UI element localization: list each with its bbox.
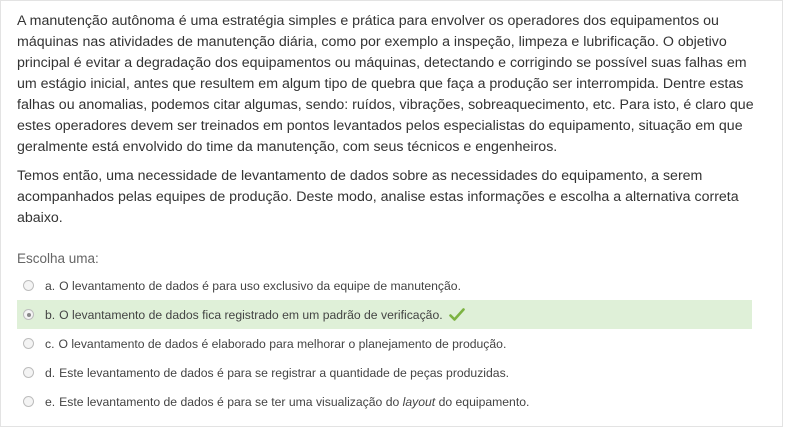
answer-text-e-italic: layout [402, 394, 436, 409]
answer-list [17, 271, 752, 416]
answer-letter-b: b. [45, 307, 56, 322]
answer-radio-b[interactable] [23, 309, 34, 320]
answer-letter-e: e. [45, 394, 56, 409]
answer-text-e-after: do equipamento. [435, 394, 530, 409]
answer-radio-c[interactable] [23, 338, 34, 349]
answer-option-a[interactable] [17, 271, 752, 300]
answer-letter-c: c. [45, 336, 55, 351]
answer-radio-e[interactable] [23, 396, 34, 407]
answer-option-c[interactable] [17, 329, 752, 358]
answer-option-d[interactable] [17, 358, 752, 387]
answer-letter-a: a. [45, 278, 56, 293]
answer-option-e[interactable] [17, 387, 752, 416]
answer-letter-d: d. [45, 365, 56, 380]
answer-text-a: O levantamento de dados é para uso exclusivo da equipe de manutenção. [59, 278, 461, 293]
answer-text-d: Este levantamento de dados é para se registrar a quantidade de peças produzidas. [59, 365, 510, 380]
answer-text-b: O levantamento de dados fica registrado em um padrão de verificação. [59, 307, 443, 322]
question-paragraph-1: A manutenção autônoma é uma estratégia simples e prática para envolver os operadores dos equipamentos ou máquinas nas atividades de manutenção diária, como por exemplo a inspeção, limpeza e lubrificação. O objetivo principal é evitar a degradação dos equipamentos ou máquinas, detectando e corrigindo se possível suas falhas em um estágio inicial, antes que resultem em algum tipo de quebra que faça a produção ser interrompida. Dentre estas falhas ou anomalias, podemos citar algumas, sendo: ruídos, vibrações, sobreaquecimento, etc. Para isto, é claro que estes operadores devem ser treinados em pontos levantados pelos especialistas do equipamento, situação em que geralmente está envolvido do time da manutenção, com seus técnicos e engenheiros. [17, 13, 754, 155]
answer-radio-a[interactable] [23, 280, 34, 291]
answer-radio-d[interactable] [23, 367, 34, 378]
answer-text-e-before: Este levantamento de dados é para se ter uma visualização do [59, 394, 403, 409]
question-text [17, 11, 757, 237]
answer-text-c: O levantamento de dados é elaborado para melhorar o planejamento de produção. [58, 336, 507, 351]
answer-text-e [59, 395, 529, 409]
check-icon [449, 308, 465, 322]
answer-option-b[interactable] [17, 300, 752, 329]
question-paragraph-2: Temos então, uma necessidade de levantamento de dados sobre as necessidades do equipamento, a serem acompanhados pelas equipes de produção. Deste modo, analise estas informações e escolha a alternativa correta abaixo. [17, 168, 739, 226]
choose-one-prompt: Escolha uma: [17, 251, 99, 266]
